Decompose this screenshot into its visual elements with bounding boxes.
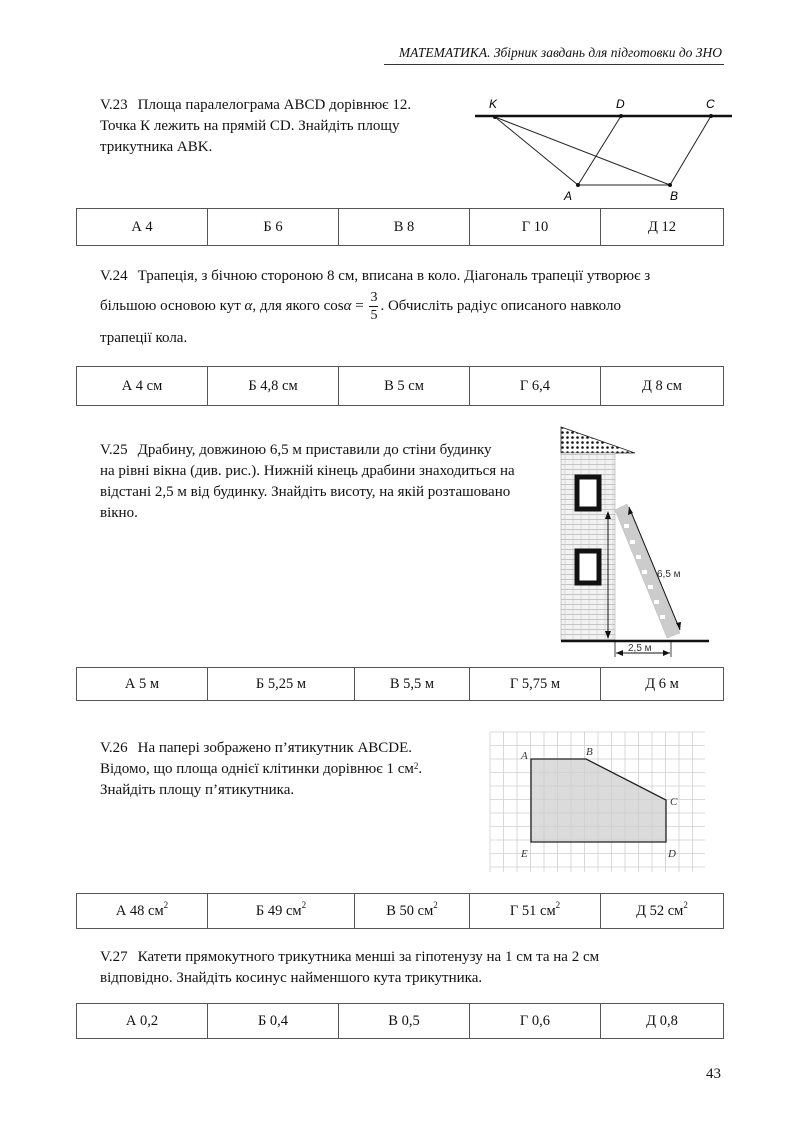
label-b: B [670,189,679,203]
answer-text: В 50 см [386,902,434,919]
superscript: 2 [301,899,307,910]
label-c: C [670,796,678,808]
superscript: 2 [433,899,438,910]
answer-table-v23 [76,208,724,246]
question-text-line: відстані 2,5 м від будинку. Знайдіть висоту, на якій розташовано [100,484,511,500]
question-text-line: Відомо, що площа однієї клітинки дорівнює 1 см [100,761,414,777]
label-d: D [616,97,625,111]
question-v24 [100,266,730,349]
answer-option[interactable]: В 8 [339,209,470,246]
question-text-line: більшою основою кут [100,297,245,314]
question-text-line: Катети прямокутного трикутника менші за гіпотенузу на 1 см та на 2 см [137,949,600,965]
question-number: V.24 [100,268,128,284]
punctuation: . [418,761,423,777]
label-c: C [706,97,715,111]
label-d: D [668,848,676,860]
answer-text: А 48 см [115,902,164,919]
answer-option[interactable]: А 4 [77,209,208,246]
page-number: 43 [706,1066,721,1082]
answer-option[interactable]: Б 6 [208,209,339,246]
question-v27 [100,947,599,989]
point-k [493,115,497,119]
parallelogram-figure [470,90,740,205]
answer-option[interactable]: Д 12 [601,209,724,246]
answer-table-v25 [76,667,724,701]
ladder-figure [545,420,715,665]
answer-option[interactable] [208,894,355,929]
base-distance-label: 2,5 м [628,643,652,654]
answer-table-v24 [76,366,724,406]
question-text-part: . Обчисліть радіус описаного навколо [380,297,621,314]
window-lower [577,551,599,583]
answer-option[interactable]: Д 6 м [601,668,724,701]
answer-option[interactable] [355,894,470,929]
label-k: K [489,97,498,111]
answer-table-v26 [76,893,724,929]
answer-option[interactable]: Б 0,4 [208,1004,339,1039]
superscript: 2 [555,899,561,910]
arrowhead [616,650,623,656]
answer-text: Г 51 см [509,902,556,919]
pentagon-grid-figure [485,725,715,880]
point-c [709,114,713,118]
header-rule [384,64,724,65]
segment-kb [495,117,670,185]
question-text-line: вікно. [100,505,138,521]
answer-option[interactable]: В 5,5 м [355,668,470,701]
question-number: V.23 [100,97,128,113]
segment-bc [670,116,711,185]
question-v23 [100,95,411,158]
cos-function: cos [323,297,344,314]
answer-text: Б 49 см [255,902,302,919]
question-text-line: Точка К лежить на прямій CD. Знайдіть площу [100,118,400,134]
label-a: A [564,189,573,203]
answer-option[interactable]: Д 0,8 [601,1004,724,1039]
answer-option[interactable]: Д 8 см [601,367,724,406]
roof [561,427,635,453]
segment-ad [578,116,621,185]
point-b [668,183,672,187]
question-number: V.26 [100,740,128,756]
answer-option[interactable]: Г 6,4 [470,367,601,406]
label-a: A [521,750,528,762]
superscript: 2 [683,899,688,910]
running-header: МАТЕМАТИКА. Збірник завдань для підготовки до ЗНО [398,45,722,60]
question-text-line: трикутника ABK. [100,139,213,155]
alpha-symbol: α [244,297,253,314]
question-text-line: Знайдіть площу п’ятикутника. [100,782,295,798]
fraction [369,289,378,324]
segment-ka [495,117,578,185]
question-v26 [100,738,422,801]
point-a [576,183,580,187]
question-text-line: трапеції кола. [100,330,188,346]
superscript: 2 [163,899,169,910]
answer-text: Д 52 см [636,902,684,919]
point-d [619,114,623,118]
question-number: V.27 [100,949,128,965]
question-text-line: На папері зображено п’ятикутник ABCDE. [137,740,413,756]
answer-option[interactable]: Г 10 [470,209,601,246]
pentagon-abcde [531,759,666,842]
answer-option[interactable]: Г 5,75 м [470,668,601,701]
answer-option[interactable]: А 4 см [77,367,208,406]
question-text-line: Площа паралелограма ABCD дорівнює 12. [137,97,412,113]
question-text-line: Трапеція, з бічною стороною 8 см, вписана в коло. Діагональ трапеції утворює з [137,268,651,284]
answer-option[interactable]: Б 4,8 см [208,367,339,406]
answer-option[interactable]: Б 5,25 м [208,668,355,701]
label-e: E [521,848,528,860]
label-b: B [586,746,593,758]
question-text-line: відповідно. Знайдіть косинус найменшого кута трикутника. [100,970,483,986]
question-number: V.25 [100,442,128,458]
answer-option[interactable]: А 5 м [77,668,208,701]
question-text-part: , для якого [252,297,324,314]
answer-table-v27 [76,1003,724,1039]
answer-option[interactable] [77,894,208,929]
fraction-denominator: 5 [370,308,378,323]
answer-option[interactable]: А 0,2 [77,1004,208,1039]
answer-option[interactable]: В 5 см [339,367,470,406]
answer-option[interactable] [601,894,724,929]
answer-option[interactable]: Г 0,6 [470,1004,601,1039]
question-text-line: Драбину, довжиною 6,5 м приставили до стіни будинку [137,442,492,458]
arrowhead [663,650,670,656]
question-v25 [100,440,515,524]
answer-option[interactable] [470,894,601,929]
fraction-numerator: 3 [370,290,378,305]
superscript: 2 [413,761,419,771]
question-text-line: на рівні вікна (див. рис.). Нижній кінець драбини знаходиться на [100,463,515,479]
window-upper [577,477,599,509]
ladder-length-label: 6,5 м [657,569,681,580]
answer-option[interactable]: В 0,5 [339,1004,470,1039]
alpha-symbol: α [343,297,352,314]
equals-sign: = [351,297,368,314]
